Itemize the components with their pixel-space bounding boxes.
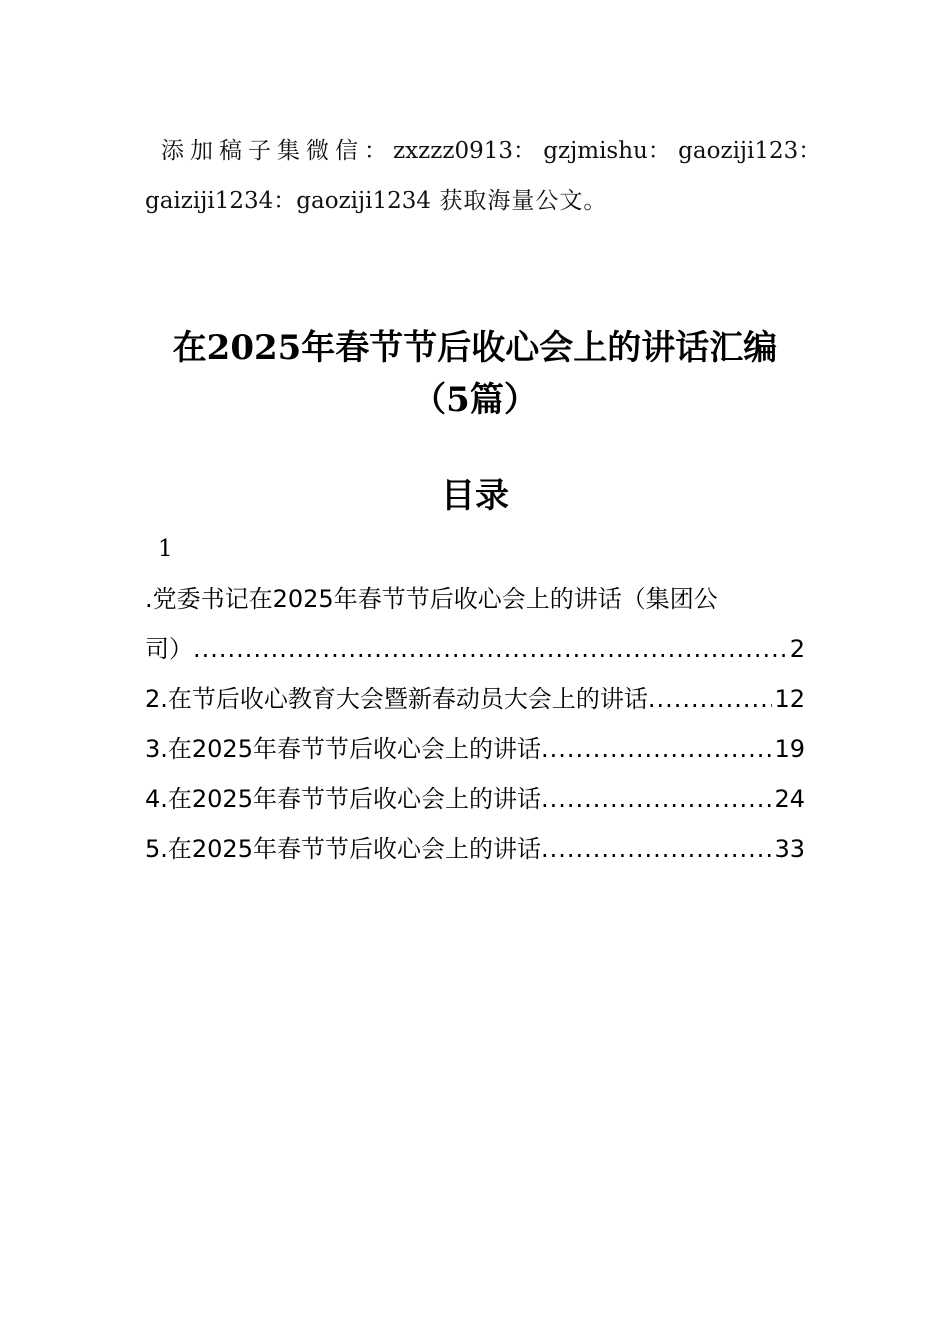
toc-entry-1-title-continued: 司） bbox=[145, 635, 193, 663]
toc-heading: 目录 bbox=[441, 476, 509, 516]
notice-suffix: 获取海量公文。 bbox=[439, 188, 608, 214]
toc-entry-5[interactable] bbox=[145, 824, 805, 874]
wechat-notice-line-2 bbox=[145, 176, 805, 226]
document-title: 在2025年春节节后收心会上的讲话汇编 bbox=[172, 328, 778, 368]
toc-leader-dots bbox=[541, 724, 772, 774]
toc-entry-2-title: 2.在节后收心教育大会暨新春动员大会上的讲话 bbox=[145, 685, 648, 713]
notice-wechat-ids-continued: gaiziji1234：gaoziji1234 bbox=[145, 188, 432, 214]
toc-entry-4-page: 24 bbox=[774, 785, 805, 813]
toc-entry-1-line-1[interactable] bbox=[145, 574, 805, 624]
toc-entry-1-number: 1 bbox=[158, 536, 173, 562]
toc-leader-dots bbox=[541, 824, 772, 874]
wechat-notice-line-1 bbox=[145, 126, 821, 176]
toc-leader-dots bbox=[648, 674, 773, 724]
toc-leader-dots bbox=[541, 774, 772, 824]
toc-entry-1-page: 2 bbox=[789, 635, 805, 663]
toc-entry-3-title: 3.在2025年春节节后收心会上的讲话 bbox=[145, 735, 541, 763]
toc-entry-2-page: 12 bbox=[774, 685, 805, 713]
toc-entry-1-title: .党委书记在2025年春节节后收心会上的讲话（集团公 bbox=[145, 585, 718, 613]
notice-wechat-ids: zxzzz0913： gzjmishu： gaoziji123： bbox=[393, 138, 822, 164]
toc-entry-1-line-2[interactable] bbox=[145, 624, 805, 674]
table-of-contents bbox=[145, 574, 805, 874]
toc-entry-4[interactable] bbox=[145, 774, 805, 824]
document-subtitle: （5篇） bbox=[412, 380, 538, 420]
toc-entry-2[interactable] bbox=[145, 674, 805, 724]
toc-entry-3[interactable] bbox=[145, 724, 805, 774]
toc-leader-dots bbox=[193, 624, 788, 674]
toc-entry-5-title: 5.在2025年春节节后收心会上的讲话 bbox=[145, 835, 541, 863]
toc-entry-3-page: 19 bbox=[774, 735, 805, 763]
toc-entry-4-title: 4.在2025年春节节后收心会上的讲话 bbox=[145, 785, 541, 813]
toc-entry-5-page: 33 bbox=[774, 835, 805, 863]
notice-prefix: 添加稿子集微信： bbox=[161, 138, 393, 164]
